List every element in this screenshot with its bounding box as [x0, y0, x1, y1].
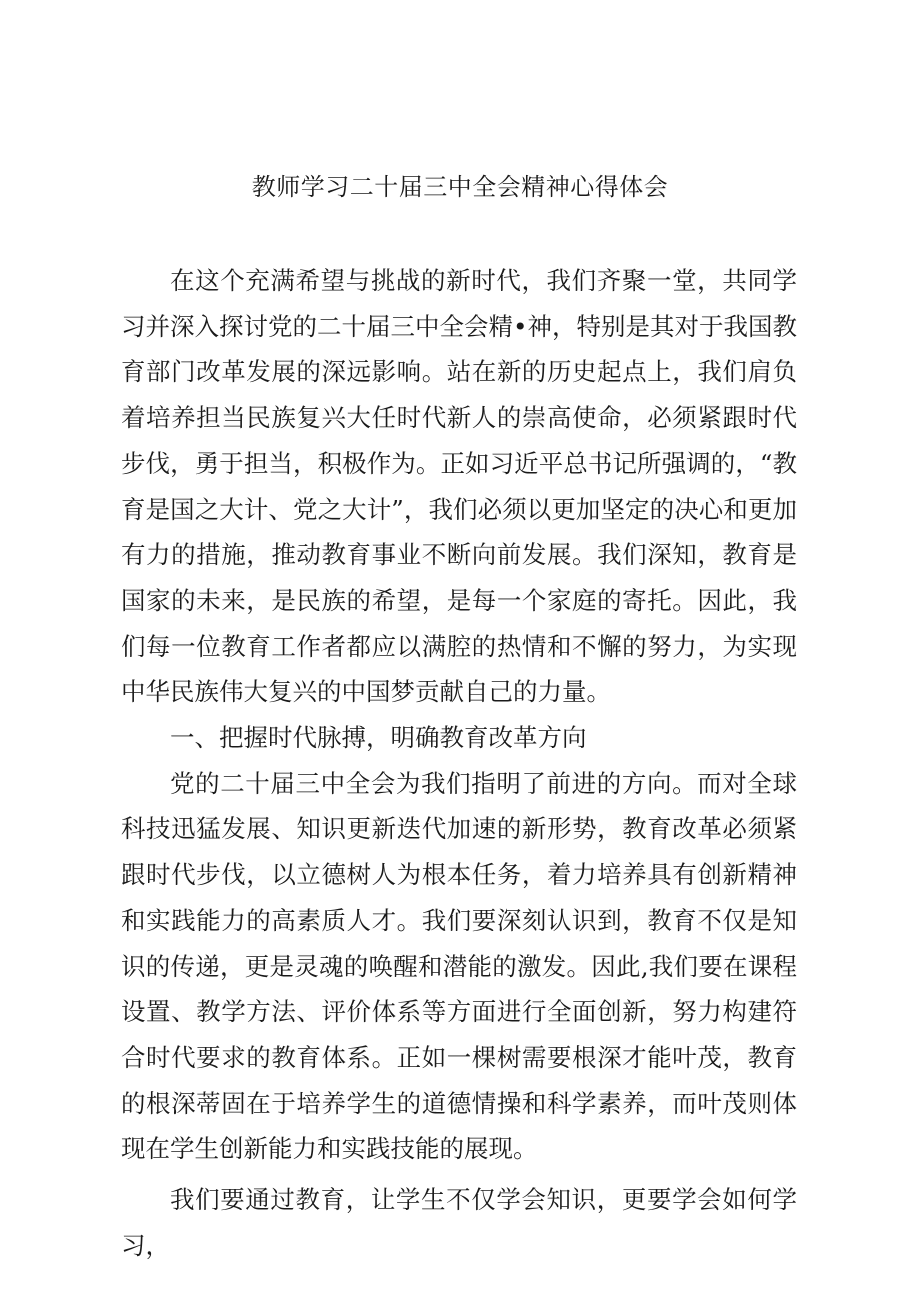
paragraph-intro: 在这个充满希望与挑战的新时代，我们齐聚一堂，共同学习并深入探讨党的二十届三中全会精•神，特别是其对于我国教育部门改革发展的深远影响。站在新的历史起点上，我们肩负着培养担当民族复兴大任时代新人的崇高使命，必须紧跟时代步伐，勇于担当，积极作为。正如习近平总书记所强调的，“教育是国之大计、党之大计”，我们必须以更加坚定的决心和更加有力的措施，推动教育事业不断向前发展。我们深知，教育是国家的未来，是民族的希望，是每一个家庭的寄托。因此，我们每一位教育工作者都应以满腔的热情和不懈的努力，为实现中华民族伟大复兴的中国梦贡献自己的力量。 — [121, 266, 797, 707]
paragraph-section-1: 党的二十届三中全会为我们指明了前进的方向。而对全球科技迅猛发展、知识更新迭代加速的新形势，教育改革必须紧跟时代步伐，以立德树人为根本任务，着力培养具有创新精神和实践能力的高素质人才。我们要深刻认识到，教育不仅是知识的传递，更是灵魂的唤醒和潜能的激发。因此,我们要在课程设置、教学方法、评价体系等方面进行全面创新，努力构建符合时代要求的教育体系。正如一棵树需要根深才能叶茂，教育的根深蒂固在于培养学生的道德情操和科学素养，而叶茂则体现在学生创新能力和实践技能的展现。 — [121, 768, 797, 1164]
document-body — [121, 258, 797, 1268]
document-title: 教师学习二十届三中全会精神心得体会 — [251, 173, 669, 201]
section-heading-1: 一、把握时代脉搏，明确教育改革方向 — [170, 723, 587, 753]
paragraph-continued: 我们要通过教育，让学生不仅学会知识，更要学会如何学习， — [121, 1185, 797, 1260]
